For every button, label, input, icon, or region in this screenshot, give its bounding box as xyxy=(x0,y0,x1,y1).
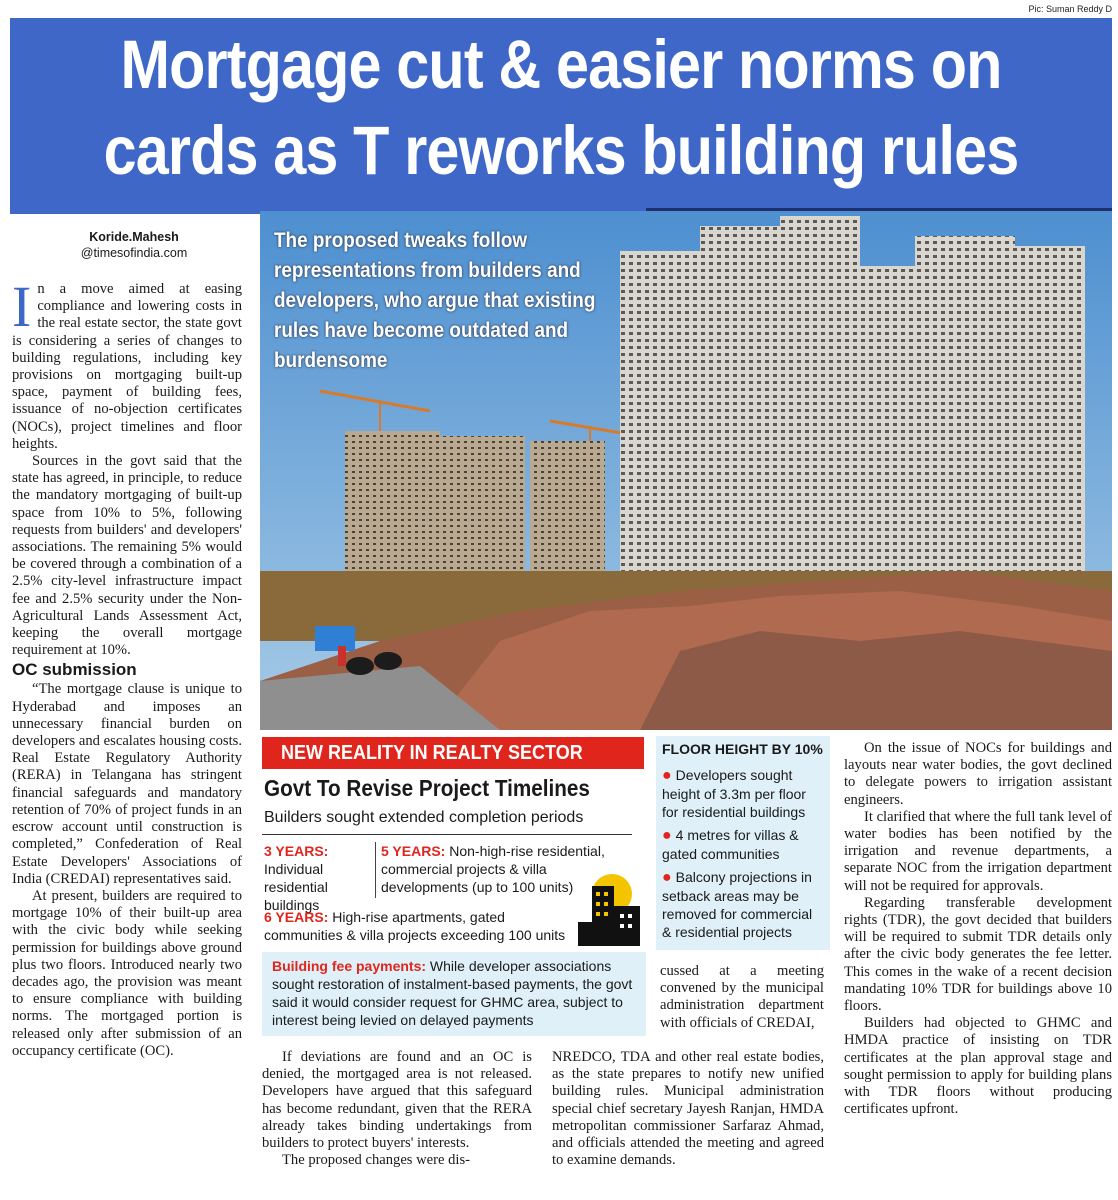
fee-text xyxy=(272,957,640,1029)
article-para-2: Sources in the govt said that the state has agreed, in principle, to reduce the mandatory mortgaging of built-up space from 10% to 5%, following requests from builders' and developers' associations. The remaining 5% would be covered through a combination of a 2.5% city-level infrastructure impact fee and 2.5% security under the Non-Agricultural Lands Assessment Act, keeping the overall mortgage requirement at 10%. xyxy=(12,453,242,659)
timeline-6-years-label: 6 YEARS: xyxy=(264,909,329,925)
timeline-separator xyxy=(375,842,376,898)
timeline-3-years xyxy=(264,842,370,914)
drop-cap: I xyxy=(12,274,32,339)
article-column-3-top xyxy=(660,963,824,1032)
box-title: Govt To Revise Project Timelines xyxy=(264,775,590,801)
box-divider xyxy=(262,834,632,835)
headline xyxy=(91,22,1032,194)
deck-text: The proposed tweaks follow representations from builders and developers, who argue that existing rules have become outdated and burdensome xyxy=(274,229,596,372)
article-para-8: It clarified that where the full tank level of water bodies has been notified by the irrigation and revenue departments, a separate NOC from the irrigation department will not be required for approvals. xyxy=(844,808,1112,894)
article-para-6b: cussed at a meeting convened by the municipal administration department with officials of CREDAI, xyxy=(660,963,824,1031)
photo-credit: Pic: Suman Reddy D xyxy=(1028,4,1112,14)
article-para-4: At present, builders are required to mortgage 10% of their built-up area with the civic body while seeking permission for buildings above ground plus two floors. Introduced nearly two decades ago, the provision was meant to ensure compliance with building norms. The mortgaged portion is released only after submission of an occupancy certificate (OC). xyxy=(12,887,242,1059)
article-column-3 xyxy=(552,1049,824,1169)
floor-height-title: FLOOR HEIGHT BY 10% xyxy=(662,741,823,757)
article-para-6a: The proposed changes were dis- xyxy=(282,1152,471,1169)
building-icon xyxy=(574,872,644,948)
article-para-6c: NREDCO, TDA and other real estate bodies, as the state prepares to notify new unified building rules. Municipal administration special chief secretary Jayesh Ranjan, HMDA metropolitan commissioner Sarfaraz Ahmad, and officials attended the meeting and agreed to examine demands. xyxy=(552,1049,824,1169)
timeline-6-years-text: High-rise apartments, gated communities & villa projects exceeding 100 units xyxy=(264,909,566,943)
timeline-6-years xyxy=(264,908,574,944)
timeline-5-years-label: 5 YEARS: xyxy=(381,843,446,859)
article-para-9: Regarding transferable development rights (TDR), the govt decided that builders will be required to submit TDR details only after the civic body generates the fee letter. This comes in the wake of a recent decision mandating 10% TDR for buildings above 10 floors. xyxy=(844,894,1112,1015)
article-para-7: On the issue of NOCs for buildings and layouts near water bodies, the govt declined to delegate powers to irrigation assistant engineers. xyxy=(844,740,1112,808)
article-column-4 xyxy=(844,740,1112,1118)
floor-item: ● 4 metres for villas & gated communities xyxy=(662,827,799,862)
article-para-3: “The mortgage clause is unique to Hyderabad and imposes an unnecessary financial burden on developers and escalates housing costs. Real Estate Regulatory Authority (RERA) in Telangana has stringent financial safeguards and mandatory retention of 70% of project funds in an escrow account until construction is completed,” Confederation of Real Estate Developers' Associations of India (CREDAI) representatives said. xyxy=(12,681,242,887)
divider-rule xyxy=(646,208,1112,211)
timeline-5-years-text: Non-high-rise residential, commercial projects & villa developments (up to 100 units) xyxy=(381,843,605,895)
subhead-oc-submission: OC submission xyxy=(12,660,137,680)
article-para-5: If deviations are found and an OC is denied, the mortgaged area is not released. Developers have argued that this safeguard has become redundant, given that the RERA already takes binding undertakings from builders to protect buyers' interests. xyxy=(262,1049,532,1152)
article-para-10: Builders had objected to GHMC and HMDA practice of insisting on TDR certificates at the plan approval stage and sought permission to apply for building plans with TDR floors without producing certificates upfront. xyxy=(844,1015,1112,1118)
timeline-3-years-text: Individual residential buildings xyxy=(264,861,328,913)
fee-label: Building fee payments: xyxy=(272,958,427,974)
article-column-1 xyxy=(12,274,242,1060)
floor-item: ● Balcony projections in setback areas may be removed for commercial & residential projects xyxy=(662,869,813,940)
author-name: Koride.Mahesh xyxy=(89,230,179,244)
byline xyxy=(10,229,258,261)
box-subtitle: Builders sought extended completion periods xyxy=(264,809,584,826)
fee-body: While developer associations sought restoration of instalment-based payments, the govt said it would consider request for GHMC area, subject to interest being levied on delayed payments xyxy=(272,958,633,1028)
floor-item: ● Developers sought height of 3.3m per floor for residential buildings xyxy=(662,767,806,820)
author-handle: @timesofindia.com xyxy=(80,246,188,260)
timeline-3-years-label: 3 YEARS: xyxy=(264,843,329,859)
article-column-2 xyxy=(262,1049,532,1169)
headline-line-2: cards as T reworks building rules xyxy=(103,112,1019,189)
box-label: NEW REALITY IN REALTY SECTOR xyxy=(262,737,644,769)
article-para-1: In a move aimed at easing compliance and lowering costs in the real estate sector, the state govt is considering a series of changes to building regulations, including key provisions on mortgaging built-up space, payment of building fees, issuance of no-objection certificates (NOCs), project timelines and floor heights. xyxy=(12,274,242,452)
headline-line-1: Mortgage cut & easier norms on xyxy=(120,26,1002,103)
